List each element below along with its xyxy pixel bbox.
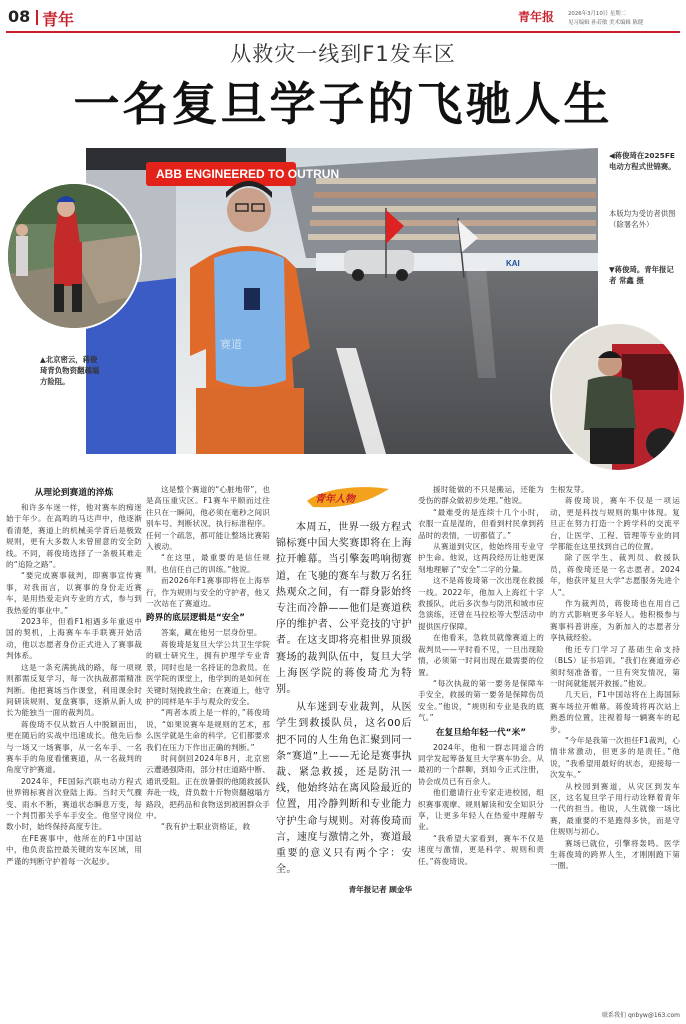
- portrait-scene: [552, 324, 686, 472]
- abb-banner-text: ABB ENGINEERED TO OUTRUN: [156, 167, 340, 181]
- article-column-2: [146, 484, 270, 1016]
- headline-kicker: 从救灾一线到F1发车区: [230, 42, 456, 66]
- col3-paragraph: 他们邀请行业专家走进校园，组织赛事观摩、规则解读和安全知识分享，让更多年轻人在热爱中理解专业。: [418, 788, 544, 832]
- col4-paragraph: 生根发芽。: [550, 485, 589, 494]
- col1-paragraph: 和许多车迷一样，他对赛车的痴迷始于年少。在高鸣的马达声中，他逐渐看清楚，赛道上的机械美学背后是极致规则，更有大多数人未曾留意的安全防线。不同，蒋俊琦选择了一条极其难走的“追险之路”。: [6, 503, 142, 570]
- col2-paragraph: 而2026年F1赛事即将在上海举行，作为规则与安全的守护者，他又一次站在了赛道边。: [146, 576, 270, 609]
- pit-sign-text: KAI: [506, 259, 520, 268]
- article-column-4: [550, 484, 680, 1006]
- main-photo-track: [86, 148, 598, 454]
- footer-email[interactable]: 联系我们 qnbyw@163.com: [602, 1012, 680, 1019]
- col1-heading: 从理论到赛道的淬炼: [34, 488, 114, 498]
- article-column-3: [418, 484, 544, 1016]
- col3-paragraph: 从赛道到灾区，他始终用专业守护生命。他说，这两段经历让他更深刻地理解了“安全”二字的分量。: [418, 542, 544, 574]
- credit-caption: 本版均为受访者供图（除署名外）: [609, 209, 676, 229]
- portrait-caption: ▼蒋俊琦。青年报记者 常鑫 摄: [609, 265, 674, 285]
- col4-paragraph: 赛场已就位，引擎将轰鸣。医学生蒋俊琦的跨界人生，才刚刚跑下第一圈。: [550, 838, 680, 871]
- col4-paragraph: 蒋俊琦说，赛车不仅是一项运动，更是科技与规则的集中体现。复旦正在努力打造一个跨学科的交流平台，让医学、工程、管理等专业的同学都能在这里找到自己的位置。: [550, 496, 680, 552]
- lead-block: [276, 520, 412, 960]
- lead-paragraph-2: 从车迷到专业裁判，从医学生到救援队员，这名00后把不同的人生角色汇聚到同一条“赛道”上——无论是赛事执裁、紧急救援，还是防汛一线，他始终站在离风险最近的位置，用冷静判断和专业能力守护生命与规则。对蒋俊琦而言，速度与激情之外，赛道最重要的意义只有两个字：安全。: [276, 702, 412, 876]
- col3-paragraph: 援时能做的不只是搬运，还能为受伤的群众做初步处理。”他说。: [418, 485, 544, 506]
- badge-label: 青年人物: [315, 494, 355, 505]
- col4-paragraph: 除了医学生、裁判员、救援队员，蒋俊琦还是一名志愿者。2024年，他获评复旦大学“志愿服务先进个人”。: [550, 553, 680, 597]
- track-scene: [86, 148, 598, 454]
- col1-paragraph: 在FE赛事中，他所在的F1中国站中，他负责监控最关键的发车区域，用严谨的判断守护着每一次起步。: [6, 833, 142, 866]
- col2-paragraph: “在这里，最重要的是信任规则，也信任自己的训练。”他说。: [146, 553, 270, 574]
- col3-paragraph: “最难受的是连续十几个小时，衣服一直是湿的，但看到村民拿到药品时的表情，一切都值了。”: [418, 507, 544, 540]
- lead-paragraph: 本周五，世界一级方程式锦标赛中国大奖赛即将在上海拉开帷幕。当引擎轰鸣响彻赛道，在飞驰的赛车与数万名狂热观众之间，有一群身影始终专注而冷静——他们是赛道秩序的维护者、公平竞技的守护者。在这支即将亮相世界顶级赛场的裁判队伍中，复旦大学上海医学院的蒋俊琦尤为特别。: [276, 522, 412, 696]
- fe-caption: ◀蒋俊琦在2025FE电动方程式世锦赛。: [609, 151, 676, 171]
- rescue-scene: [8, 184, 142, 330]
- portrait-photo: [550, 322, 686, 472]
- col1-paragraph: 2023年，但看F1相遇多年重返中国的契机，上海赛车车手联赛开始活动，他以志愿者身份正式进入了赛事裁判体系。: [6, 617, 142, 661]
- col4-paragraph: 作为裁判员，蒋俊琦也在用自己的方式影响更多年轻人。他积极参与赛事科普讲座，为新加入的志愿者分享执裁经验。: [550, 599, 680, 643]
- rescue-caption: ▲北京密云，蒋俊琦背负物资翻越塌方险阻。: [40, 355, 100, 386]
- col3-paragraph: “每次执裁的第一要务是保障车手安全，救援的第一要务是保障伤员安全。”他说，“规则和专业是我的底气。”: [418, 678, 544, 723]
- col2-paragraph: “两者本质上是一样的，”蒋俊琦说，“如果说赛车是规则的艺术，那么医学就是生命的科学。它们都要求我们在压力下作出正确的判断。”: [146, 708, 270, 752]
- section-divider: [36, 10, 38, 25]
- col3-paragraph: 在他看来，急救员就像赛道上的裁判员——平时看不见，一旦出现险情，必须第一时间出现在最需要的位置。: [418, 633, 544, 677]
- article-column-1: [6, 484, 142, 1016]
- col1-paragraph: 这是一条充满挑战的路，每一项规则都需反复学习，每一次执裁都需精准判断。他把赛场当作课堂，利用课余时间研读规则、复盘赛事，逐渐从新人成长为能独当一面的裁判员。: [6, 662, 142, 718]
- col3-paragraph: 2024年，他和一群志同道合的同学发起筹备复旦大学赛车协会。从最初的一个群聊，到如今正式注册，协会成员已有百余人。: [418, 742, 544, 786]
- col3-heading: 在复旦给年轻一代“米”: [435, 727, 527, 738]
- masthead-logo: 青年报: [518, 10, 555, 24]
- header-rule: [6, 31, 680, 33]
- lead-byline: 青年报记者 顾金华: [348, 885, 412, 895]
- col4-paragraph: 几天后，F1中国站将在上海国际赛车场拉开帷幕。蒋俊琦将再次站上熟悉的位置，注视着每一辆赛车的起步。: [550, 690, 680, 734]
- section-name: 青年: [42, 10, 75, 29]
- date-line: 2026年3月10日 星期二: [568, 11, 627, 17]
- col3-paragraph: “我希望大家看到，赛车不仅是速度与激情，更是科学、规则和责任。”蒋俊琦说。: [418, 833, 544, 866]
- col2-paragraph: “我有护士职业资格证，救: [161, 822, 251, 832]
- rescue-photo: [6, 182, 142, 330]
- page-number: 08: [8, 7, 31, 26]
- col2-paragraph: 答案，藏在他另一层身份里。: [161, 628, 262, 638]
- col2-heading: 跨界的底层逻辑是“安全”: [146, 613, 246, 624]
- col1-paragraph: 2024年，FE国际汽联电动方程式世界锦标赛首次登陆上海。当时天气骤变、雨水不断，赛道状态瞬息万变，每一个判罚都关乎车手安全。他坚守岗位数小时，始终保持高度专注。: [6, 776, 142, 832]
- page-header: [0, 0, 686, 36]
- col2-paragraph: 这是整个赛道的“心脏地带”，也是高压重灾区。F1赛车平顺而过往往只在一瞬间，他必须在毫秒之间识别车号、判断状况、执行标准程序。任何一个疏忽，都可能让整场比赛陷入被动。: [146, 485, 270, 552]
- editors-line: 见习编辑 孙若敏 美术编辑 陈健: [568, 20, 644, 26]
- col2-paragraph: 蒋俊琦是复旦大学公共卫生学院的硕士研究生，拥有护理学专业背景，同时也是一名持证的急救员。在医学院的课堂上，他学到的是如何在关键时刻挽救生命；在赛道上，他守护的同样是车手与观众的安全。: [146, 639, 270, 706]
- col2-paragraph: 时间倒回2024年8月，北京密云遭遇强降雨，部分村庄道路中断、通讯受阻。正在放暑假的他随救援队奔赴一线，背负数十斤物资翻越塌方路段，把药品和食物送到被困群众手中。: [146, 753, 270, 820]
- col4-paragraph: 他还专门学习了基础生命支持（BLS）证书培训。“我们在赛道旁必须时刻准备着，一旦有突发情况，第一时间就能展开救援。”他说。: [550, 644, 680, 688]
- section-badge: [305, 483, 391, 511]
- vest-text: 赛道: [220, 339, 242, 351]
- col4-paragraph: “今年是我第一次担任F1裁判，心情非常激动，但更多的是责任。”他说，“我希望用最好的状态，迎接每一次发车。”: [550, 735, 680, 780]
- headline-title: 一名复旦学子的飞驰人生: [73, 77, 613, 131]
- col1-paragraph: “要完成赛事裁判，即赛事宣传赛事，对我而言，以赛事的身份走近赛车，是用热爱走向专业的方式，参与到我热爱的事业中。”: [6, 571, 142, 615]
- col3-paragraph: 这不是蒋俊琦第一次出现在救援一线。2022年，他加入上海红十字救援队，此后多次参与防汛和城市应急演练，还曾在马拉松等大型活动中提供医疗保障。: [418, 576, 544, 631]
- col4-paragraph: 从校园到赛道，从灾区到发车区，这名复旦学子用行动诠释着青年一代的担当。他说，人生就像一场比赛，最重要的不是跑得多快，而是守住规则与初心。: [550, 781, 680, 837]
- col1-paragraph: 蒋俊琦不仅从数百人中脱颖而出，更在随后的实战中迅速成长。他先后参与一场又一场赛事，从一名车手、一名赛车手的角度看懂赛道，从一名裁判的角度守护赛道。: [6, 719, 142, 775]
